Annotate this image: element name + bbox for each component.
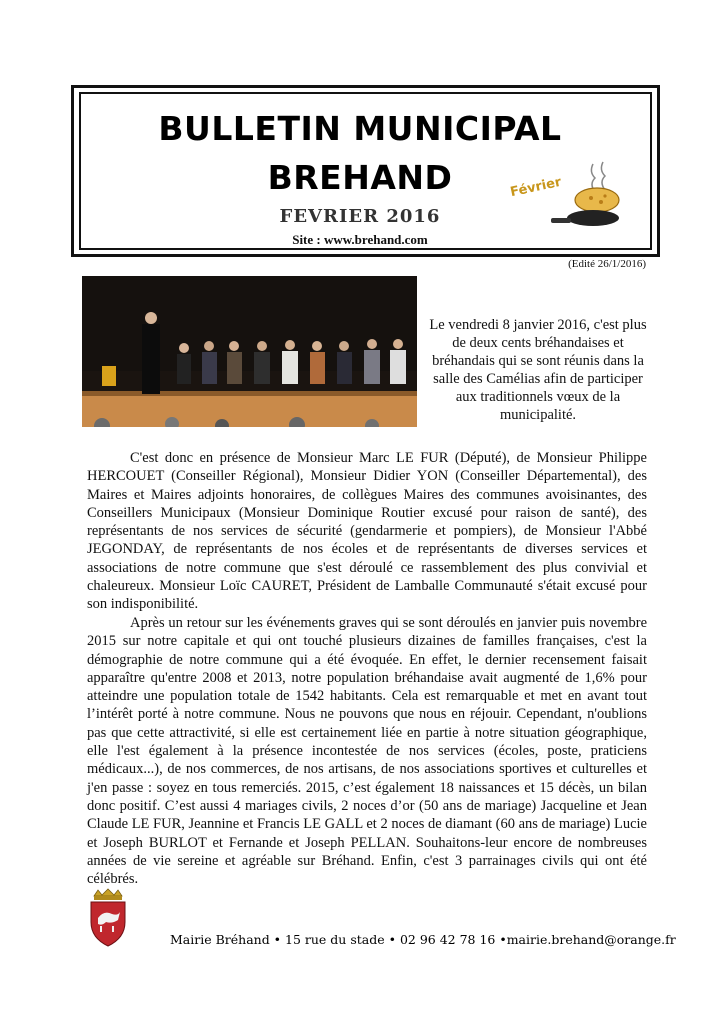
bulletin-title: BULLETIN MUNICIPAL bbox=[158, 109, 562, 148]
fevrier-deco-text: Février bbox=[509, 174, 563, 201]
town-title: BREHAND bbox=[267, 158, 453, 197]
issue-month: FEVRIER 2016 bbox=[279, 206, 441, 227]
ceremony-photo bbox=[82, 276, 417, 427]
edition-date: (Edité 26/1/2016) bbox=[568, 258, 646, 270]
coat-of-arms-icon bbox=[86, 888, 130, 948]
paragraph-demography: Après un retour sur les événements graves qui se sont déroulés en janvier puis novembre 2015 sur notre capitale et qui ont touché plusieurs dizaines de familles françaises, c'est la démographie de notre commune qui a été évoquée. En effet, le dernier recensement faisait apparaître qu'entre 2008 et 2013, notre population bréhandaise avait augmenté de 1,6% pour atteindre une population totale de 1542 habitants. Cela est remarquable et met en avant tout l’intérêt porté à notre commune. Nous ne pouvons que nous en réjouir. Cependant, n'oublions pas que cette attractivité, si elle est certainement liée en partie à notre situation géographique, elle l'est également à la présence incontestée de nos services (écoles, poste, praticiens médicaux...), de nos commerces, de nos artisans, de nos associations sportives et culturelles et j'en passe : soyez en tous remerciés. 2015, c’est également 18 naissances et 15 décès, un bilan donc positif. C’est aussi 4 mariages civils, 2 noces d’or (50 ans de mariage) Jacqueline et Jean Claude LE FUR, Jeannine et Francis LE GALL et 2 noces de diamant (60 ans de mariage) Lucie et Joseph BURLOT et Fernande et Joseph PELLAN. Souhaitons-leur encore de nombreuses années de vie sereine et agréable sur Bréhand. Enfin, c'est 3 parrainages civils qui ont été célébrés. bbox=[87, 615, 647, 888]
site-link[interactable]: Site : www.brehand.com bbox=[292, 232, 428, 247]
paragraph-guests: C'est donc en présence de Monsieur Marc LE FUR (Député), de Monsieur Philippe HERCOUET (Conseiller Régional), Monsieur Didier YON (Conseiller Départemental), des Maires et Maires adjoints honoraires, de collègues Maires des communes avoisinantes, des Conseillers Municipaux (Monsieur Dominique Routier excusé pour raison de santé), des représentants de nos services de sécurité (gendarmerie et pompiers), de Monsieur l'Abbé JEGONDAY, de représentants de nos écoles et de représentants de diverses services et associations de notre commune que s'est déroulé ce rassemblement des plus convivial et chaleureux. Monsieur Loïc CAURET, Président de Lamballe Communauté s'était excusé pour son indisponibilité. bbox=[87, 450, 647, 613]
footer-contact: Mairie Bréhand • 15 rue du stade • 02 96 42 78 16 •mairie.brehand@orange.fr bbox=[170, 932, 676, 947]
intro-text: Le vendredi 8 janvier 2016, c'est plus de deux cents bréhandaises et bréhandais qui se sont réunis dans la salle des Camélias afin de participer aux traditionnels vœux de la municipalité. bbox=[429, 317, 647, 423]
